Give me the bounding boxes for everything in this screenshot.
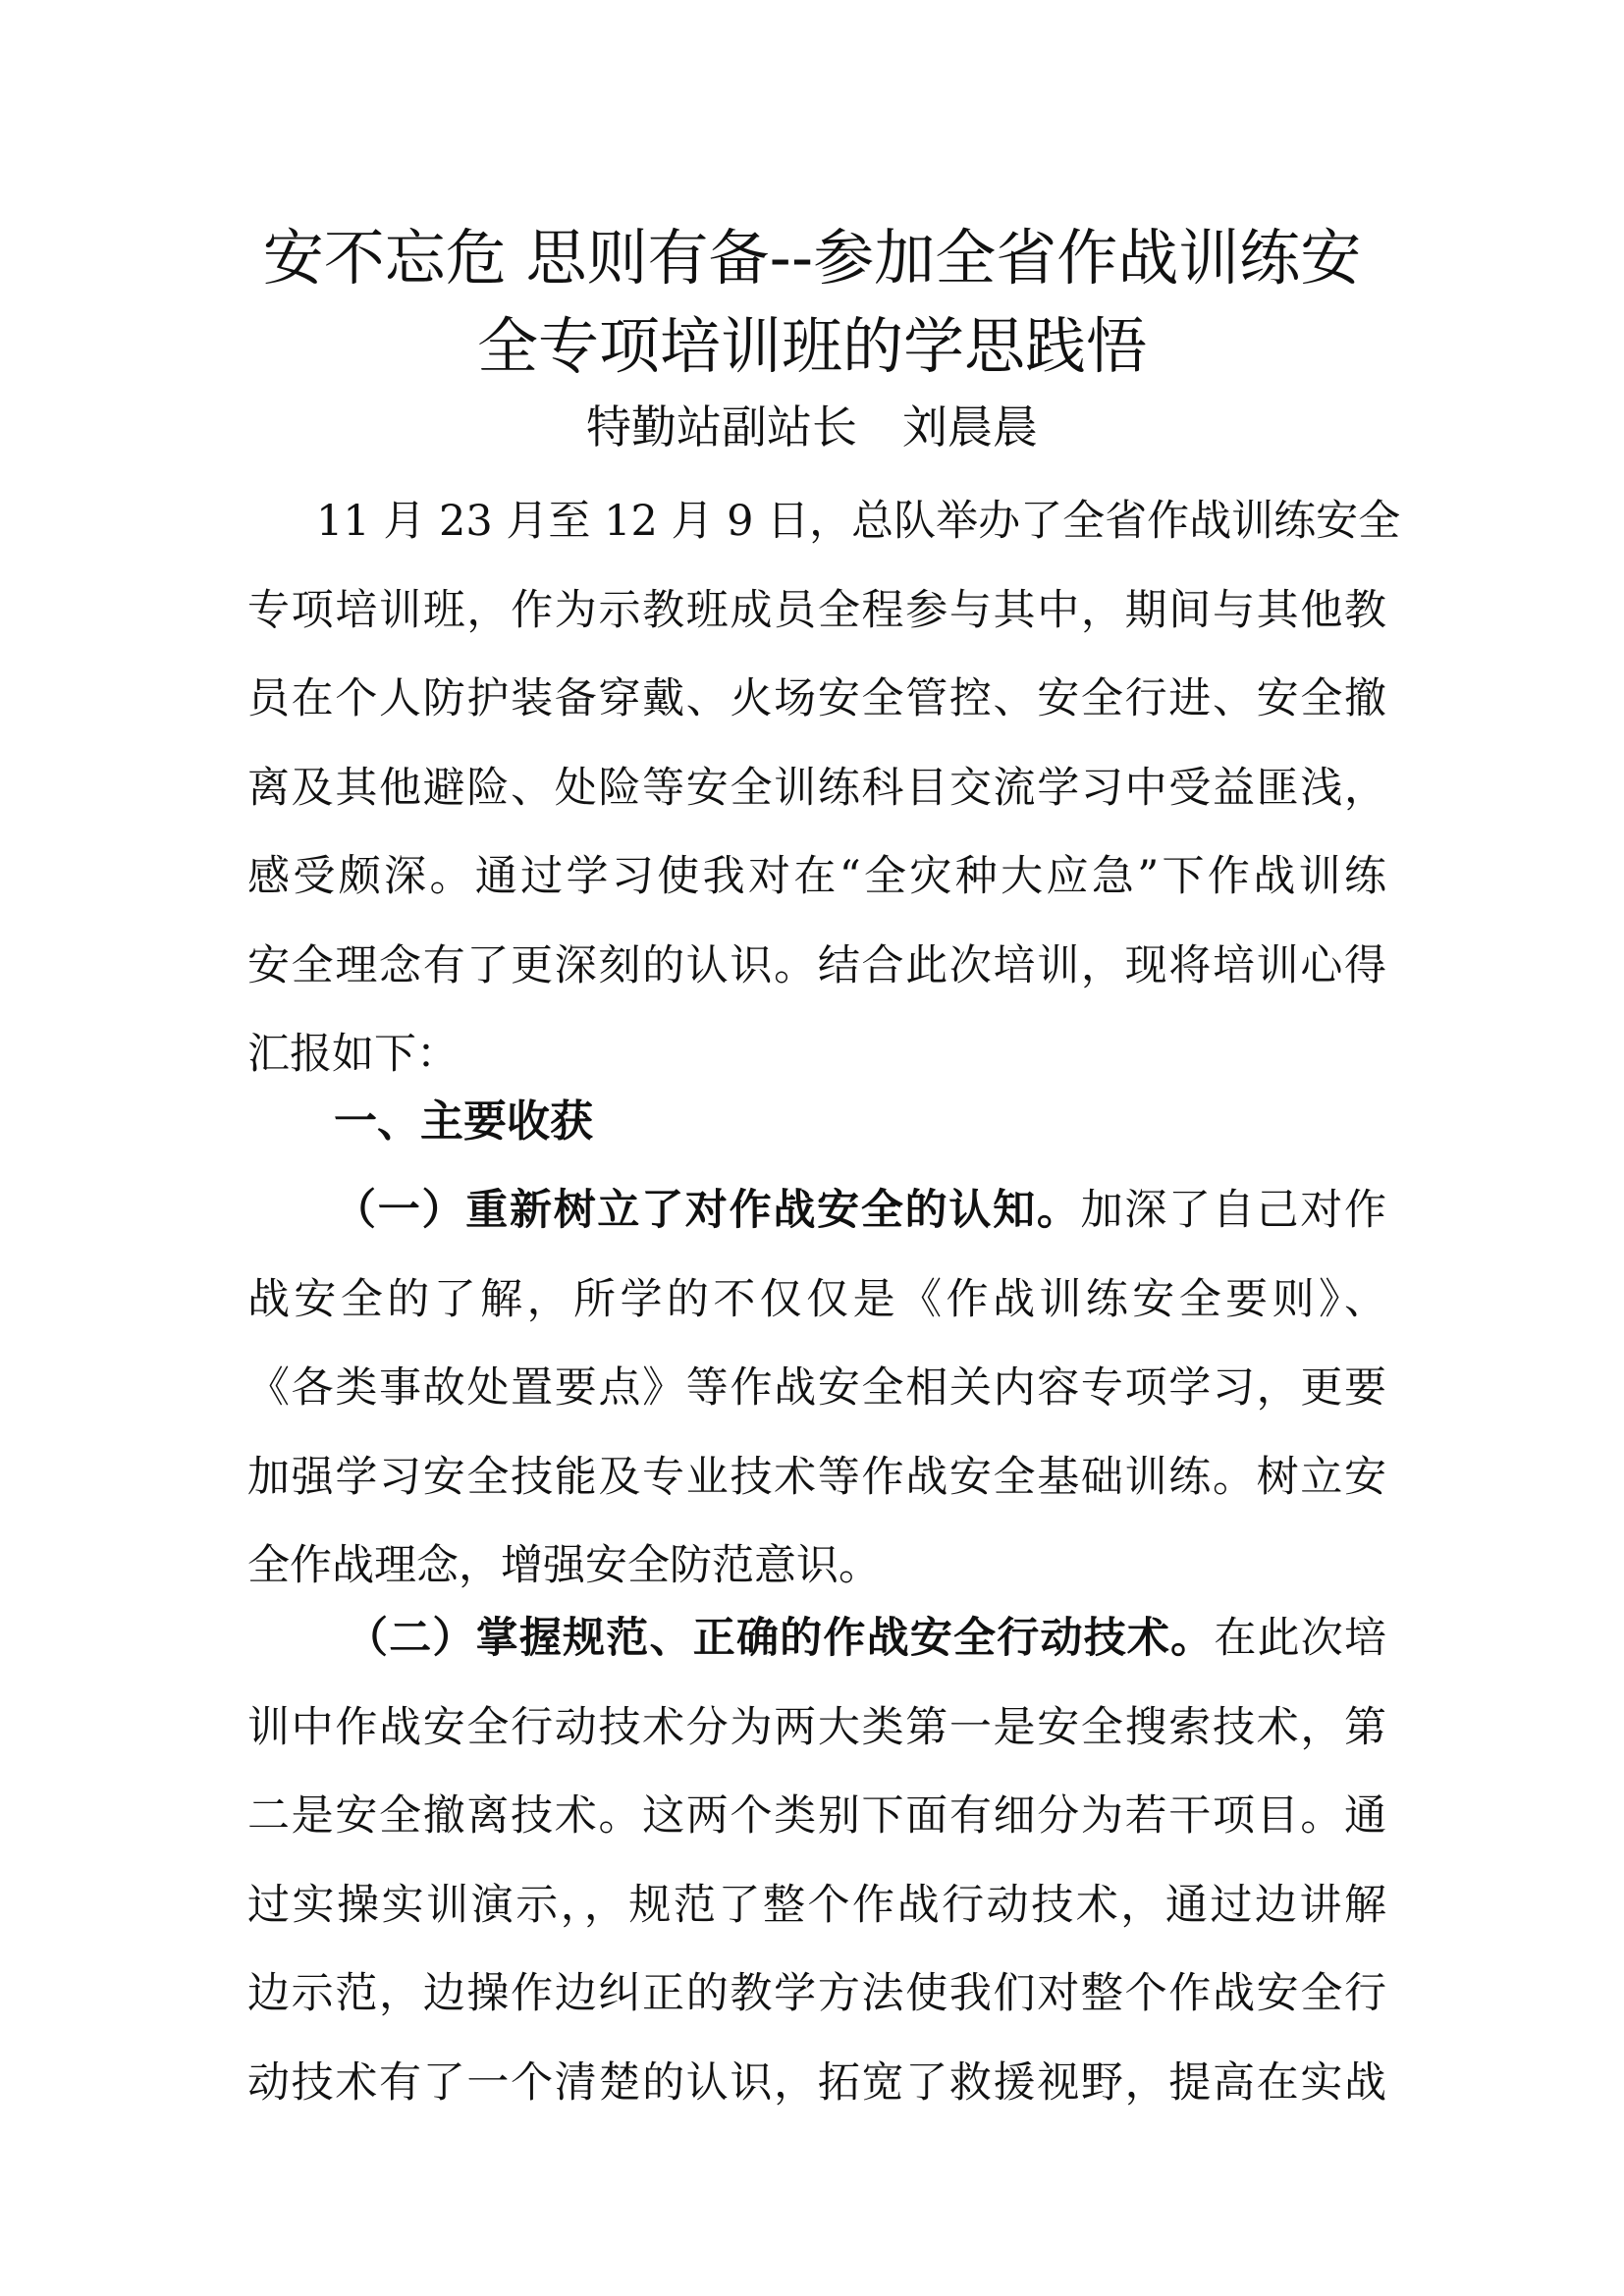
intro-paragraph xyxy=(247,477,1401,1099)
intro-line-5: 感受颇深。通过学习使我对在“全灾种大应急”下作战训练 xyxy=(247,852,1386,901)
intro-line-2: 专项培训班，作为示教班成员全程参与其中，期间与其他教 xyxy=(247,585,1386,635)
intro-line-3: 员在个人防护装备穿戴、火场安全管控、安全行进、安全撤 xyxy=(247,674,1386,723)
item2-lead: （二）掌握规范、正确的作战安全行动技术。 xyxy=(346,1614,1215,1663)
item2-line-3: 二是安全撤离技术。这两个类别下面有细分为若干项目。通 xyxy=(247,1791,1386,1841)
title-line-2: 全专项培训班的学思践悟 xyxy=(476,310,1147,382)
item2-line-1 xyxy=(247,1594,1386,1683)
item2-first-line-rest: 在此次培 xyxy=(1214,1614,1387,1663)
item1-line-4: 加强学习安全技能及专业技术等作战安全基础训练。树立安 xyxy=(247,1452,1386,1502)
item2-paragraph xyxy=(247,1594,1386,2127)
item1-line-5: 全作战理念，增强安全防范意识。 xyxy=(247,1541,881,1590)
item2-line-2: 训中作战安全行动技术分为两大类第一是安全搜索技术，第 xyxy=(247,1702,1386,1752)
intro-line-7: 汇报如下： xyxy=(247,1030,459,1079)
item1-lead: （一）重新树立了对作战安全的认知。 xyxy=(334,1186,1081,1235)
item2-line-4: 过实操实训演示，，规范了整个作战行动技术，通过边讲解 xyxy=(247,1880,1386,1930)
item1-paragraph xyxy=(247,1166,1386,1611)
item1-line-1 xyxy=(247,1166,1386,1255)
intro-line-1: 11 月 23 月至 12 月 9 日，总队举办了全省作战训练安全 xyxy=(316,497,1401,546)
item1-line-2: 战安全的了解，所学的不仅仅是《作战训练安全要则》、 xyxy=(247,1274,1386,1324)
author-line: 特勤站副站长 刘晨晨 xyxy=(586,400,1038,454)
item1-line-3: 《各类事故处置要点》等作战安全相关内容专项学习，更要 xyxy=(247,1363,1386,1413)
intro-line-6: 安全理念有了更深刻的认识。结合此次培训，现将培训心得 xyxy=(247,940,1386,990)
intro-line-4: 离及其他避险、处险等安全训练科目交流学习中受益匪浅， xyxy=(247,763,1386,813)
item2-line-5: 边示范，边操作边纠正的教学方法使我们对整个作战安全行 xyxy=(247,1969,1386,2018)
title-line-1: 安不忘危 思则有备--参加全省作战训练安 xyxy=(262,222,1362,294)
item2-line-6: 动技术有了一个清楚的认识，拓宽了救援视野，提高在实战 xyxy=(247,2057,1386,2108)
section-heading-main-gains: 一、主要收获 xyxy=(334,1096,593,1147)
document-title xyxy=(245,214,1379,391)
item1-first-line-rest: 加深了自己对作 xyxy=(1080,1186,1387,1235)
